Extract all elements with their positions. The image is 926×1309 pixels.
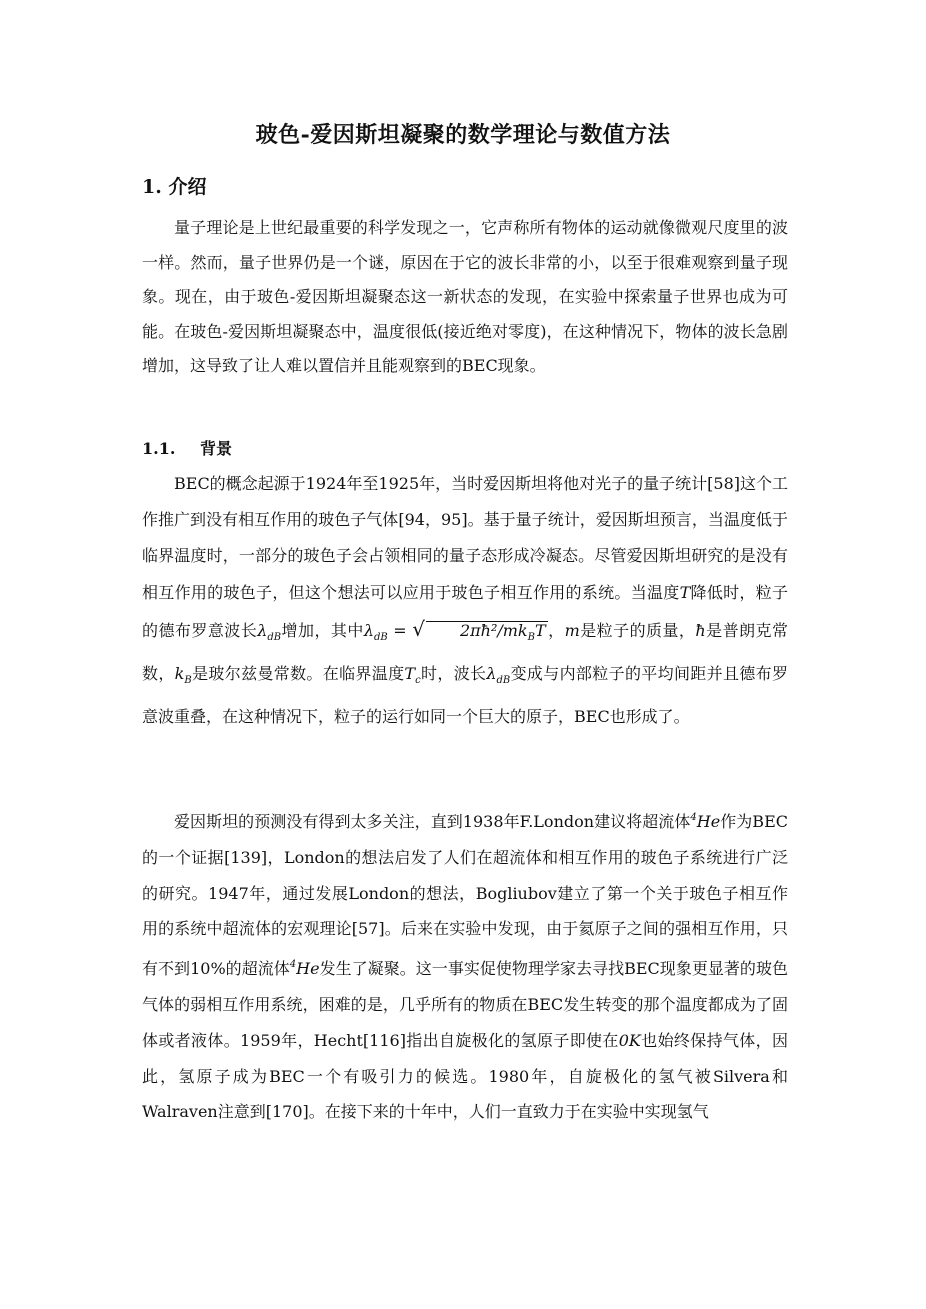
math-subscript: dB [373, 631, 388, 643]
math-symbol: He [296, 959, 320, 979]
math-subscript: B [527, 631, 535, 643]
math-subscript: B [184, 675, 192, 687]
math-helium-4 [290, 959, 320, 978]
math-subscript: c [415, 675, 421, 687]
section-heading-introduction: 1. 介绍 [142, 176, 207, 198]
math-equals: = [393, 620, 407, 640]
text-run: 发生了凝聚。这一事实促使物理学家去寻找BEC现象更显著的玻色气体的弱相互作用系统，困难的是，几乎所有的物质在BEC发生转变的那个温度都成为了固体或者液体。1959年，Hecht[116]指出自旋极化的氢原子即使在 [142, 959, 788, 1050]
text-run: ， [547, 620, 565, 640]
paragraph-background-2 [142, 800, 788, 1130]
math-subscript: dB [496, 675, 511, 687]
text-run: 是玻尔兹曼常数。在临界温度 [191, 664, 405, 684]
math-m: m [564, 620, 580, 640]
document-title: 玻色-爱因斯坦凝聚的数学理论与数值方法 [255, 122, 671, 148]
math-Tc [404, 664, 421, 687]
math-superscript: 4 [289, 959, 297, 971]
text-run: 是粒子的质量， [579, 620, 696, 640]
paragraph-introduction: 量子理论是上世纪最重要的科学发现之一，它声称所有物体的运动就像微观尺度里的波一样。然而，量子世界仍是一个谜，原因在于它的波长非常的小，以至于很难观察到量子现象。现在，由于玻色-爱因斯坦凝聚态这一新状态的发现，在实验中探索量子世界也成为可能。在玻色-爱因斯坦凝聚态中，温度很低(接近绝对零度)，在这种情况下，物体的波长急剧增加，这导致了让人难以置信并且能观察到的BEC现象。 [142, 218, 788, 375]
math-symbol: T [534, 620, 546, 640]
subsection-heading-background [142, 436, 232, 459]
text-run: 作为BEC的一个证据[139]，London的想法启发了人们在超流体和相互作用的玻色子系统进行广泛的研究。1947年，通过发展London的想法，Bogliubov建立了第一个关于玻色子相互作用的系统中超流体的宏观理论[57]。后来在实验中发现，由于氦原子之间的强相互作用，只有不到10%的超流体 [142, 812, 788, 979]
math-zero-kelvin: 0K [618, 1030, 641, 1050]
text-run: 时，波长 [420, 664, 487, 684]
math-symbol: λ [486, 664, 497, 684]
text-run: 变成与内部粒子的平均间距并且德布罗意波重叠，在这种情况下，粒子的运行如同一个巨大的原子，BEC也形成了。 [142, 664, 788, 727]
math-sqrt: √ [412, 616, 425, 641]
math-symbol: T [404, 664, 416, 684]
math-sqrt-body [426, 621, 548, 647]
math-formula-debroglie [363, 616, 548, 643]
math-helium-4 [690, 812, 720, 831]
math-symbol: He [696, 812, 721, 831]
text-run: 降低时，粒子的德布罗意波长 [142, 582, 788, 640]
math-T: T [679, 582, 691, 602]
math-hbar: ħ [695, 620, 706, 640]
paragraph-background-1 [142, 466, 788, 735]
math-symbol: λ [257, 620, 268, 640]
math-lambda-dB [257, 620, 282, 643]
text-run: 爱因斯坦的预测没有得到太多关注，直到1938年F.London建议将超流体 [174, 812, 691, 831]
math-subscript: dB [267, 631, 282, 643]
text-run: 是普朗克常数， [142, 620, 788, 684]
math-kB [174, 664, 192, 687]
math-symbol: λ [363, 620, 374, 640]
math-superscript: 4 [690, 812, 697, 823]
text-run: 增加，其中 [281, 620, 364, 640]
subsection-number: 1.1. [142, 439, 176, 458]
math-expression: 2πħ²/mk [459, 620, 528, 640]
text-run: BEC的概念起源于1924年至1925年，当时爱因斯坦将他对光子的量子统计[58]这个工作推广到没有相互作用的玻色子气体[94，95]。基于量子统计，爱因斯坦预言，当温度低于临界温度时，一部分的玻色子会占领相同的量子态形成冷凝态。尽管爱因斯坦研究的是没有相互作用的玻色子，但这个想法可以应用于玻色子相互作用的系统。当温度 [142, 474, 788, 602]
subsection-title: 背景 [200, 439, 233, 458]
text-run: 也始终保持气体，因此，氢原子成为BEC一个有吸引力的候选。1980年，自旋极化的氢气被Silvera和Walraven注意到[170]。在接下来的十年中，人们一直致力于在实验中实现氢气 [142, 1030, 788, 1122]
math-symbol: k [174, 664, 185, 684]
math-lambda-dB [486, 664, 511, 687]
